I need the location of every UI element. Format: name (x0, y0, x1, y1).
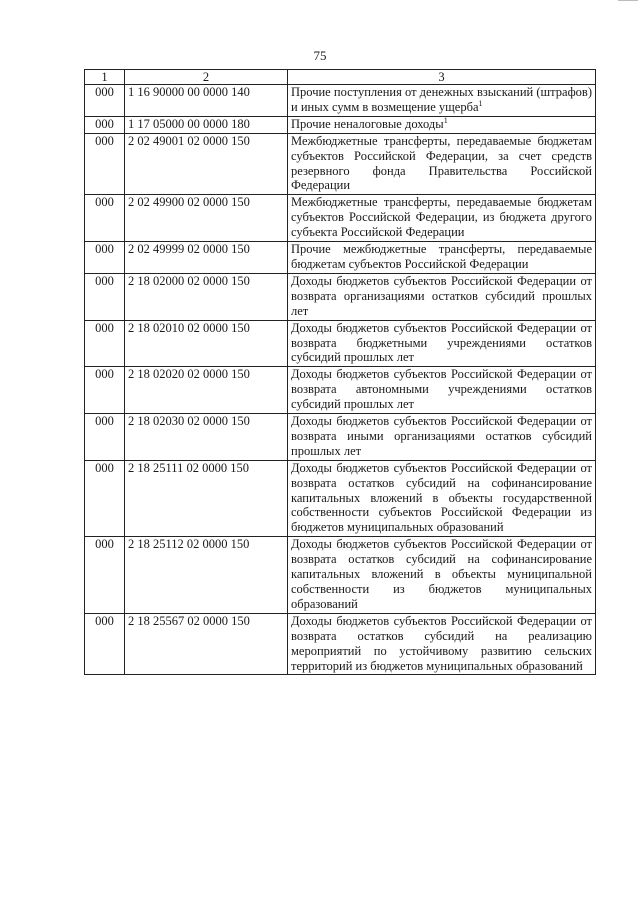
table-row (85, 273, 596, 320)
description-text: Прочие поступления от денежных взысканий (штрафов) и иных сумм в возмещение ущерба (291, 85, 592, 114)
admin-code-cell: 000 (85, 273, 125, 320)
budget-code-cell: 2 02 49900 02 0000 150 (125, 195, 288, 242)
description-cell (288, 85, 596, 117)
description-cell: Межбюджетные трансферты, передаваемые бюджетам субъектов Российской Федерации, за счет средств резервного фонда Правительства Российской Федерации (288, 133, 596, 195)
description-cell: Доходы бюджетов субъектов Российской Федерации от возврата остатков субсидий на реализацию мероприятий по устойчивому развитию сельских территорий из бюджетов муниципальных образований (288, 613, 596, 675)
admin-code-cell: 000 (85, 460, 125, 537)
admin-code-cell: 000 (85, 320, 125, 367)
description-cell: Доходы бюджетов субъектов Российской Федерации от возврата иными организациями остатков субсидий прошлых лет (288, 414, 596, 461)
budget-code-cell: 2 18 25567 02 0000 150 (125, 613, 288, 675)
footnote-mark: 1 (478, 98, 483, 108)
admin-code-cell: 000 (85, 116, 125, 133)
table-row (85, 367, 596, 414)
admin-code-cell: 000 (85, 242, 125, 274)
budget-code-cell: 2 18 25112 02 0000 150 (125, 537, 288, 614)
admin-code-cell: 000 (85, 85, 125, 117)
admin-code-cell: 000 (85, 367, 125, 414)
scan-corner-mark (618, 0, 638, 5)
budget-code-cell: 2 02 49001 02 0000 150 (125, 133, 288, 195)
table-row (85, 133, 596, 195)
column-header-1: 1 (85, 70, 125, 85)
table-row (85, 116, 596, 133)
table-row (85, 537, 596, 614)
admin-code-cell: 000 (85, 613, 125, 675)
table-row (85, 414, 596, 461)
description-cell: Доходы бюджетов субъектов Российской Федерации от возврата остатков субсидий на софинансирование капитальных вложений в объекты муниципальной собственности из бюджетов муниципальных образований (288, 537, 596, 614)
table-header-row (85, 70, 596, 85)
description-text: Прочие неналоговые доходы (291, 116, 444, 131)
description-cell: Доходы бюджетов субъектов Российской Федерации от возврата бюджетными учреждениями остатков субсидий прошлых лет (288, 320, 596, 367)
budget-code-cell: 2 18 02030 02 0000 150 (125, 414, 288, 461)
budget-code-cell: 2 18 02000 02 0000 150 (125, 273, 288, 320)
footnote-mark: 1 (443, 115, 448, 125)
table-row (85, 460, 596, 537)
admin-code-cell: 000 (85, 537, 125, 614)
table-row (85, 613, 596, 675)
description-cell: Доходы бюджетов субъектов Российской Федерации от возврата автономными учреждениями остатков субсидий прошлых лет (288, 367, 596, 414)
table-row (85, 242, 596, 274)
revenue-codes-table (84, 69, 596, 675)
description-cell: Доходы бюджетов субъектов Российской Федерации от возврата остатков субсидий на софинансирование капитальных вложений в объекты государственной собственности субъектов Российской Федерации из бюджетов муниципальных образований (288, 460, 596, 537)
table-row (85, 320, 596, 367)
admin-code-cell: 000 (85, 195, 125, 242)
budget-code-cell: 1 16 90000 00 0000 140 (125, 85, 288, 117)
column-header-2: 2 (125, 70, 288, 85)
budget-code-cell: 2 18 25111 02 0000 150 (125, 460, 288, 537)
description-cell: Доходы бюджетов субъектов Российской Федерации от возврата организациями остатков субсидий прошлых лет (288, 273, 596, 320)
description-cell: Прочие межбюджетные трансферты, передаваемые бюджетам субъектов Российской Федерации (288, 242, 596, 274)
description-cell: Межбюджетные трансферты, передаваемые бюджетам субъектов Российской Федерации, из бюджета другого субъекта Российской Федерации (288, 195, 596, 242)
page-number: 75 (313, 48, 327, 63)
column-header-3: 3 (288, 70, 596, 85)
admin-code-cell: 000 (85, 133, 125, 195)
budget-code-cell: 2 18 02010 02 0000 150 (125, 320, 288, 367)
description-cell (288, 116, 596, 133)
budget-code-cell: 2 02 49999 02 0000 150 (125, 242, 288, 274)
budget-code-cell: 2 18 02020 02 0000 150 (125, 367, 288, 414)
admin-code-cell: 000 (85, 414, 125, 461)
table-row (85, 85, 596, 117)
budget-code-cell: 1 17 05000 00 0000 180 (125, 116, 288, 133)
table-row (85, 195, 596, 242)
